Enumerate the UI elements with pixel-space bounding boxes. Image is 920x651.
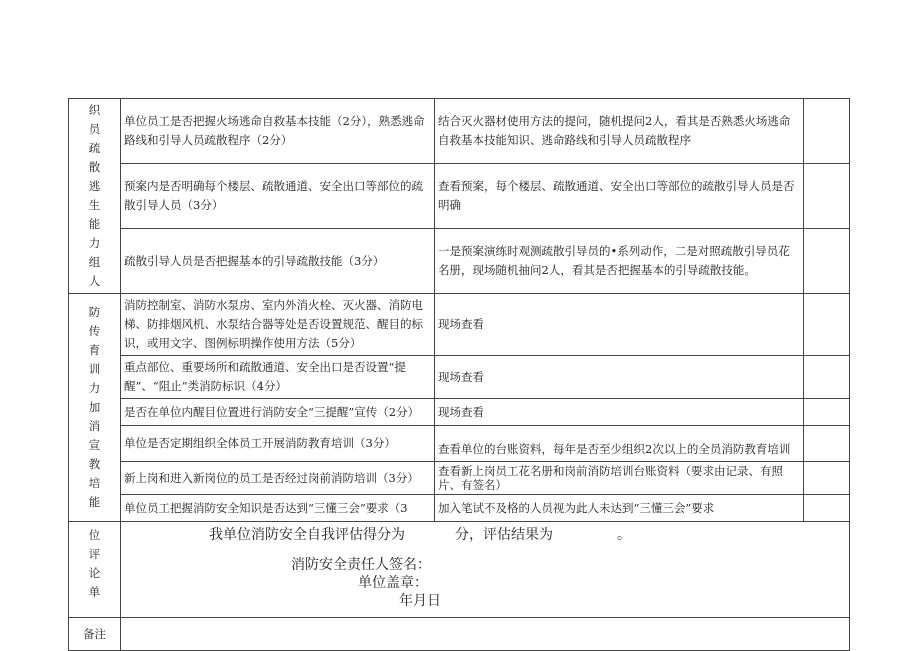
item-cell: 重点部位、重要场所和疏散通道、安全出口是否设置“提醒”、“阻止”类消防标识（4分）	[121, 356, 435, 399]
score-cell	[804, 294, 850, 356]
category-label: 位评论单	[88, 528, 101, 599]
evaluation-date: 年月日	[399, 593, 441, 609]
method-cell: 查看预案，每个楼层、疏散通道、安全出口等部位的疏散引导人员是否明确	[435, 164, 804, 229]
method-cell: 加入笔试不及格的人员视为此人未达到“三懂三会”要求	[435, 495, 804, 522]
table-row	[69, 294, 850, 356]
fire-safety-assessment-table	[68, 98, 850, 651]
method-cell: 现场查看	[435, 294, 804, 356]
method-cell: 查看新上岗员工花名册和岗前消防培训台账资料（要求由记录、有照片、有签名）	[435, 462, 804, 495]
remarks-label: 备注	[69, 618, 121, 651]
score-cell	[804, 356, 850, 399]
table-row	[69, 164, 850, 229]
score-cell	[804, 399, 850, 426]
category-cell-evacuation	[69, 99, 121, 294]
item-cell: 疏散引导人员是否把握基本的引导疏散技能（3分）	[121, 229, 435, 294]
score-cell	[804, 462, 850, 495]
item-cell: 预案内是否明确每个楼层、疏散通道、安全出口等部位的疏散引导人员（3分）	[121, 164, 435, 229]
score-prefix: 我单位消防安全自我评估得分为	[209, 527, 405, 543]
item-cell: 单位员工把握消防安全知识是否达到“三懂三会”要求（3	[121, 495, 435, 522]
evaluation-row	[69, 522, 850, 618]
score-suffix: 分，评估结果为	[455, 527, 553, 543]
method-cell: 结合灭火器材使用方法的提问，随机提问2人，看其是否熟悉火场逃命自救基本技能知识、逃命路线和引导人员疏散程序	[435, 99, 804, 164]
end-mark: 。	[617, 527, 631, 543]
score-cell	[804, 164, 850, 229]
score-cell	[804, 426, 850, 462]
evaluation-cell	[121, 522, 850, 618]
item-cell: 消防控制室、消防水泵房、室内外消火栓、灭火器、消防电梯、防排烟风机、水泵结合器等处是否设置规范、醒目的标识，或用文字、图例标明操作使用方法（5分）	[121, 294, 435, 356]
item-cell: 新上岗和进入新岗位的员工是否经过岗前消防培训（3分）	[121, 462, 435, 495]
method-cell: 现场查看	[435, 356, 804, 399]
category-label: 织员疏散逃生能力组人	[88, 103, 101, 288]
method-cell: 现场查看	[435, 399, 804, 426]
responsible-person-signature: 消防安全责任人签名：	[291, 557, 431, 573]
table-row	[69, 99, 850, 164]
score-cell	[804, 495, 850, 522]
item-cell: 是否在单位内醒目位置进行消防安全“三提醒”宣传（2分）	[121, 399, 435, 426]
table-row	[69, 399, 850, 426]
table-row	[69, 229, 850, 294]
category-cell-training	[69, 294, 121, 522]
item-cell: 单位是否定期组织全体员工开展消防教育培训（3分）	[121, 426, 435, 462]
unit-seal: 单位盖章：	[358, 575, 428, 591]
method-cell: 查看单位的台账资料，每年是否至少组织2次以上的全员消防教育培训	[435, 426, 804, 462]
remarks-row	[69, 618, 850, 651]
category-label: 防传育训力加消宣教培能	[88, 305, 101, 509]
item-cell: 单位员工是否把握火场逃命自救基本技能（2分），熟悉逃命路线和引导人员疏散程序（2分）	[121, 99, 435, 164]
table-row	[69, 426, 850, 462]
table-row	[69, 495, 850, 522]
category-cell-evaluation	[69, 522, 121, 618]
remarks-cell	[121, 618, 850, 651]
method-cell: 一是预案演练时观测疏散引导员的•系列动作，二是对照疏散引导员花名册，现场随机抽问2人，看其是否把握基本的引导疏散技能。	[435, 229, 804, 294]
evaluation-score-line	[209, 526, 631, 545]
table-row	[69, 462, 850, 495]
score-cell	[804, 99, 850, 164]
table-row	[69, 356, 850, 399]
score-cell	[804, 229, 850, 294]
